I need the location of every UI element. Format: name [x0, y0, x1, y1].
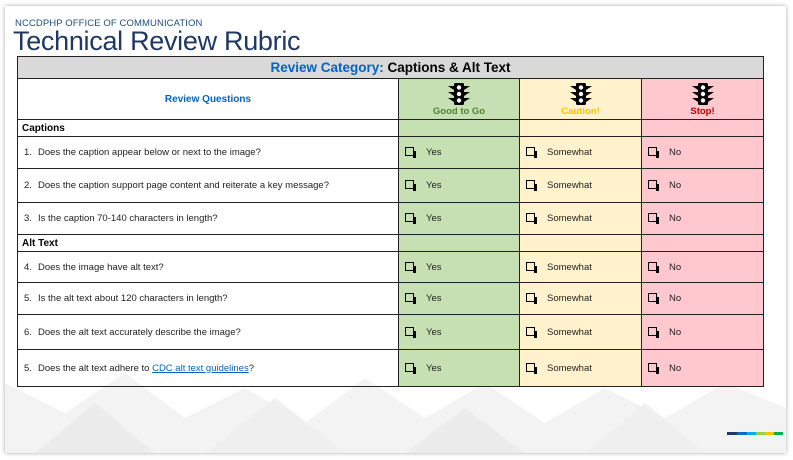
- question-cell: [18, 137, 399, 169]
- category-prefix: Review Category:: [270, 60, 384, 75]
- option-label: No: [669, 326, 682, 338]
- checkbox-icon[interactable]: [648, 363, 657, 372]
- option-label: Yes: [426, 261, 442, 273]
- checkbox-icon[interactable]: [648, 213, 657, 222]
- option-somewhat[interactable]: [520, 252, 642, 283]
- question-number: 6.: [24, 326, 32, 338]
- brand-stripe: [747, 432, 756, 435]
- question-number: 3.: [24, 213, 32, 224]
- table-row: [18, 137, 764, 169]
- checkbox-icon[interactable]: [526, 293, 535, 302]
- column-caution: [520, 79, 642, 120]
- brand-stripe: [774, 432, 783, 435]
- category-name: Captions & Alt Text: [387, 60, 511, 75]
- column-good-to-go: [399, 79, 520, 120]
- question-number: 5.: [24, 293, 32, 304]
- question-cell: [18, 350, 399, 387]
- option-label: Somewhat: [547, 147, 592, 158]
- option-somewhat[interactable]: [520, 350, 642, 387]
- checkbox-icon[interactable]: [405, 293, 414, 302]
- option-yes[interactable]: [399, 137, 520, 169]
- option-label: Yes: [426, 293, 442, 304]
- checkbox-icon[interactable]: [526, 147, 535, 156]
- column-stop: [642, 79, 764, 120]
- option-yes[interactable]: [399, 169, 520, 203]
- question-cell: [18, 283, 399, 315]
- question-number: 1.: [24, 147, 32, 158]
- table-row: [18, 350, 764, 387]
- option-yes[interactable]: [399, 350, 520, 387]
- section-title: Captions: [18, 120, 399, 137]
- option-yes[interactable]: [399, 203, 520, 235]
- checkbox-icon[interactable]: [648, 180, 657, 189]
- option-label: Somewhat: [547, 362, 592, 374]
- good-to-go-label: Good to Go: [432, 106, 486, 117]
- brand-color-bar: [727, 432, 783, 435]
- checkbox-icon[interactable]: [526, 327, 535, 336]
- question-text: Does the caption support page content and reiterate a key message?: [38, 180, 329, 191]
- option-no[interactable]: [642, 169, 764, 203]
- question-number: 5.: [24, 362, 32, 374]
- option-yes[interactable]: [399, 252, 520, 283]
- question-text: Is the alt text about 120 characters in length?: [38, 293, 228, 304]
- section-title: Alt Text: [18, 235, 399, 252]
- table-row: [18, 315, 764, 350]
- caution-label: Caution!: [561, 106, 600, 117]
- checkbox-icon[interactable]: [526, 363, 535, 372]
- traffic-light-icon: [446, 83, 472, 105]
- question-cell: [18, 252, 399, 283]
- option-label: Somewhat: [547, 180, 592, 191]
- option-label: No: [669, 362, 682, 374]
- question-cell: [18, 315, 399, 350]
- question-number: 4.: [24, 261, 32, 273]
- brand-stripe: [756, 432, 765, 435]
- option-label: No: [669, 213, 682, 224]
- checkbox-icon[interactable]: [405, 262, 414, 271]
- traffic-light-icon: [568, 83, 594, 105]
- option-label: Yes: [426, 326, 442, 338]
- section-row-alt-text: [18, 235, 764, 252]
- question-number: 2.: [24, 180, 32, 191]
- checkbox-icon[interactable]: [526, 180, 535, 189]
- question-text: Does the caption appear below or next to the image?: [38, 147, 261, 158]
- option-label: Somewhat: [547, 213, 592, 224]
- cdc-guidelines-link[interactable]: CDC alt text guidelines: [152, 362, 249, 374]
- table-row: [18, 203, 764, 235]
- option-label: No: [669, 180, 682, 191]
- stop-label: Stop!: [690, 106, 715, 117]
- option-no[interactable]: [642, 252, 764, 283]
- checkbox-icon[interactable]: [648, 327, 657, 336]
- checkbox-icon[interactable]: [648, 147, 657, 156]
- option-no[interactable]: [642, 283, 764, 315]
- option-label: Yes: [426, 180, 442, 191]
- table-row: [18, 283, 764, 315]
- question-text: Is the caption 70-140 characters in length?: [38, 213, 218, 224]
- option-label: Somewhat: [547, 326, 592, 338]
- checkbox-icon[interactable]: [405, 327, 414, 336]
- checkbox-icon[interactable]: [648, 293, 657, 302]
- page-title: Technical Review Rubric: [13, 26, 301, 56]
- slide: [5, 6, 786, 453]
- option-label: Somewhat: [547, 293, 592, 304]
- question-text: Does the alt text adhere to: [38, 362, 153, 374]
- option-no[interactable]: [642, 350, 764, 387]
- checkbox-icon[interactable]: [405, 213, 414, 222]
- checkbox-icon[interactable]: [526, 262, 535, 271]
- option-label: No: [669, 293, 682, 304]
- option-no[interactable]: [642, 137, 764, 169]
- option-somewhat[interactable]: [520, 137, 642, 169]
- table-row: [18, 169, 764, 203]
- option-somewhat[interactable]: [520, 169, 642, 203]
- table-row: [18, 252, 764, 283]
- office-name: NCCDPHP OFFICE OF COMMUNICATION: [15, 18, 203, 29]
- option-label: Yes: [426, 147, 442, 158]
- questions-header: Review Questions: [18, 79, 399, 120]
- brand-stripe: [737, 432, 747, 435]
- question-text: Does the image have alt text?: [38, 261, 164, 273]
- checkbox-icon[interactable]: [526, 213, 535, 222]
- option-label: Yes: [426, 213, 442, 224]
- option-somewhat[interactable]: [520, 283, 642, 315]
- option-yes[interactable]: [399, 315, 520, 350]
- option-label: Yes: [426, 362, 442, 374]
- option-no[interactable]: [642, 315, 764, 350]
- question-cell: [18, 169, 399, 203]
- option-no[interactable]: [642, 203, 764, 235]
- traffic-light-icon: [690, 83, 716, 105]
- option-yes[interactable]: [399, 283, 520, 315]
- question-text-end: ?: [248, 362, 255, 374]
- checkbox-icon[interactable]: [405, 147, 414, 156]
- rubric-table: [17, 56, 764, 387]
- option-label: No: [669, 147, 682, 158]
- brand-stripe: [765, 432, 774, 435]
- checkbox-icon[interactable]: [405, 363, 414, 372]
- option-label: No: [669, 261, 682, 273]
- checkbox-icon[interactable]: [405, 180, 414, 189]
- brand-stripe: [727, 432, 737, 435]
- review-category: [18, 57, 764, 79]
- option-label: Somewhat: [547, 261, 592, 273]
- question-text: Does the alt text accurately describe the image?: [38, 326, 241, 338]
- option-somewhat[interactable]: [520, 315, 642, 350]
- option-somewhat[interactable]: [520, 203, 642, 235]
- section-row-captions: [18, 120, 764, 137]
- question-cell: [18, 203, 399, 235]
- checkbox-icon[interactable]: [648, 262, 657, 271]
